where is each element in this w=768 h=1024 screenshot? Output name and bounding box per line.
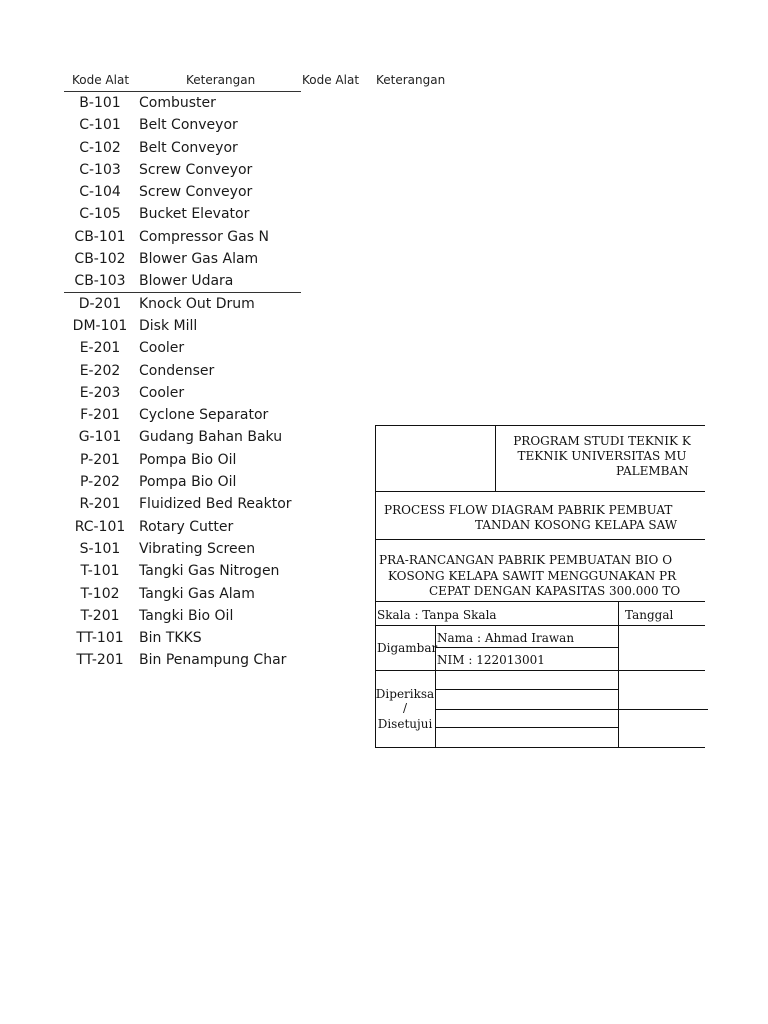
table-row [64, 627, 364, 649]
equipment-description: Tangki Gas Nitrogen [139, 563, 280, 580]
title-block [375, 425, 691, 748]
table-row [64, 137, 364, 159]
equipment-code: F-201 [80, 407, 120, 424]
pfd-line-1: PROCESS FLOW DIAGRAM PABRIK PEMBUAT [384, 503, 673, 517]
table-row [64, 426, 364, 448]
equipment-description: Cooler [139, 340, 185, 357]
table-row [64, 538, 364, 560]
equipment-description: Compressor Gas N [139, 228, 269, 245]
equipment-description: Pompa Bio Oil [139, 451, 237, 468]
tb-date-column-divider [618, 601, 619, 748]
table-row [64, 493, 364, 515]
table-row [64, 226, 364, 248]
equipment-code: C-103 [79, 161, 121, 178]
equipment-description: Knock Out Drum [139, 295, 255, 312]
tb-date-sign-divider [618, 709, 708, 710]
equipment-description: Bin Penampung Char [139, 652, 287, 669]
table-row [64, 315, 364, 337]
disetujui-label: Disetujui [377, 717, 433, 731]
nim-field: NIM : 122013001 [437, 653, 545, 667]
equipment-code: TT-101 [76, 630, 124, 647]
tb-row3-divider [375, 601, 705, 602]
program-line-1: PROGRAM STUDI TEKNIK K [513, 434, 691, 448]
equipment-description: Blower Gas Alam [139, 251, 259, 268]
equipment-description: Screw Conveyor [139, 184, 253, 201]
table-row [64, 649, 364, 671]
equipment-code: RC-101 [74, 518, 126, 535]
equipment-code: P-202 [80, 474, 120, 491]
table-row [64, 159, 364, 181]
skala-label: Skala : Tanpa Skala [377, 608, 497, 622]
tb-row5-divider [375, 670, 705, 671]
equipment-code: E-201 [79, 340, 121, 357]
table-row [64, 471, 364, 493]
equipment-description: Pompa Bio Oil [139, 474, 237, 491]
table-row [64, 449, 364, 471]
table-row [64, 293, 364, 315]
diperiksa-label: Diperiksa [375, 687, 435, 701]
equipment-code: C-105 [79, 206, 121, 223]
equipment-description: Blower Udara [139, 273, 234, 290]
program-line-3: PALEMBAN [616, 464, 689, 478]
equipment-code: S-101 [79, 540, 121, 557]
equipment-description: Belt Conveyor [139, 139, 238, 156]
table-row [64, 181, 364, 203]
equipment-description: Disk Mill [139, 317, 198, 334]
equipment-code: R-201 [79, 496, 121, 513]
slash-label: / [402, 701, 408, 715]
table-row [64, 360, 364, 382]
table-row [64, 92, 364, 114]
equipment-code: B-101 [79, 95, 121, 111]
table-row [64, 114, 364, 136]
equipment-code: T-102 [80, 585, 120, 602]
equipment-code: C-102 [79, 139, 121, 156]
tb-sign-line-3 [435, 727, 618, 728]
equipment-code: CB-103 [74, 273, 126, 290]
equipment-code: T-101 [80, 563, 120, 580]
tb-bottom-border [375, 747, 705, 748]
equipment-code: CB-101 [74, 228, 126, 245]
header-keterangan-2: Keterangan [376, 73, 446, 87]
equipment-code: TT-201 [76, 652, 124, 669]
equipment-description: Combuster [139, 95, 216, 111]
header-keterangan-1: Keterangan [186, 73, 256, 87]
equipment-list [64, 92, 364, 672]
equipment-code: G-101 [78, 429, 122, 446]
table-row [64, 605, 364, 627]
nama-field: Nama : Ahmad Irawan [437, 631, 575, 645]
program-line-2: TEKNIK UNIVERSITAS MU [517, 449, 687, 463]
tb-row2-divider [375, 539, 705, 540]
equipment-description: Belt Conveyor [139, 117, 238, 134]
design-line-2: KOSONG KELAPA SAWIT MENGGUNAKAN PR [388, 569, 677, 583]
equipment-description: Rotary Cutter [139, 518, 234, 535]
table-row [64, 583, 364, 605]
equipment-description: Tangki Gas Alam [139, 585, 255, 602]
equipment-code: P-201 [80, 451, 120, 468]
tb-sign-line-2 [435, 709, 618, 710]
equipment-code: E-203 [79, 384, 121, 401]
tb-nama-divider [435, 647, 618, 648]
tb-row4-divider [375, 625, 705, 626]
table-row [64, 404, 364, 426]
equipment-code: C-101 [79, 117, 121, 134]
equipment-description: Cyclone Separator [139, 407, 269, 424]
equipment-code: C-104 [79, 184, 121, 201]
equipment-description: Fluidized Bed Reaktor [139, 496, 292, 513]
equipment-description: Tangki Bio Oil [139, 607, 234, 624]
equipment-description: Condenser [139, 362, 215, 379]
table-row [64, 248, 364, 270]
header-kode-alat-1: Kode Alat [72, 73, 130, 87]
tb-sign-line-1 [435, 689, 618, 690]
table-row [64, 203, 364, 225]
header-kode-alat-2: Kode Alat [302, 73, 360, 87]
table-row [64, 560, 364, 582]
design-line-3: CEPAT DENGAN KAPASITAS 300.000 TO [429, 584, 681, 598]
table-row [64, 382, 364, 404]
tb-top-border [375, 425, 705, 426]
table-row [64, 337, 364, 359]
equipment-description: Bucket Elevator [139, 206, 250, 223]
equipment-description: Cooler [139, 384, 185, 401]
equipment-description: Bin TKKS [139, 630, 202, 647]
equipment-code: CB-102 [74, 251, 126, 268]
tb-row1-divider [375, 491, 705, 492]
pfd-line-2: TANDAN KOSONG KELAPA SAW [475, 518, 678, 532]
equipment-code: D-201 [78, 295, 122, 312]
equipment-code: E-202 [79, 362, 121, 379]
equipment-description: Gudang Bahan Baku [139, 429, 283, 446]
design-line-1: PRA-RANCANGAN PABRIK PEMBUATAN BIO O [379, 553, 673, 567]
equipment-description: Vibrating Screen [139, 540, 256, 557]
equipment-code: T-201 [80, 607, 120, 624]
table-row [64, 516, 364, 538]
equipment-description: Screw Conveyor [139, 161, 253, 178]
tanggal-label: Tanggal [625, 608, 674, 622]
equipment-code: DM-101 [72, 317, 128, 334]
table-row [64, 270, 364, 292]
digambar-label: Digambar [377, 641, 438, 655]
